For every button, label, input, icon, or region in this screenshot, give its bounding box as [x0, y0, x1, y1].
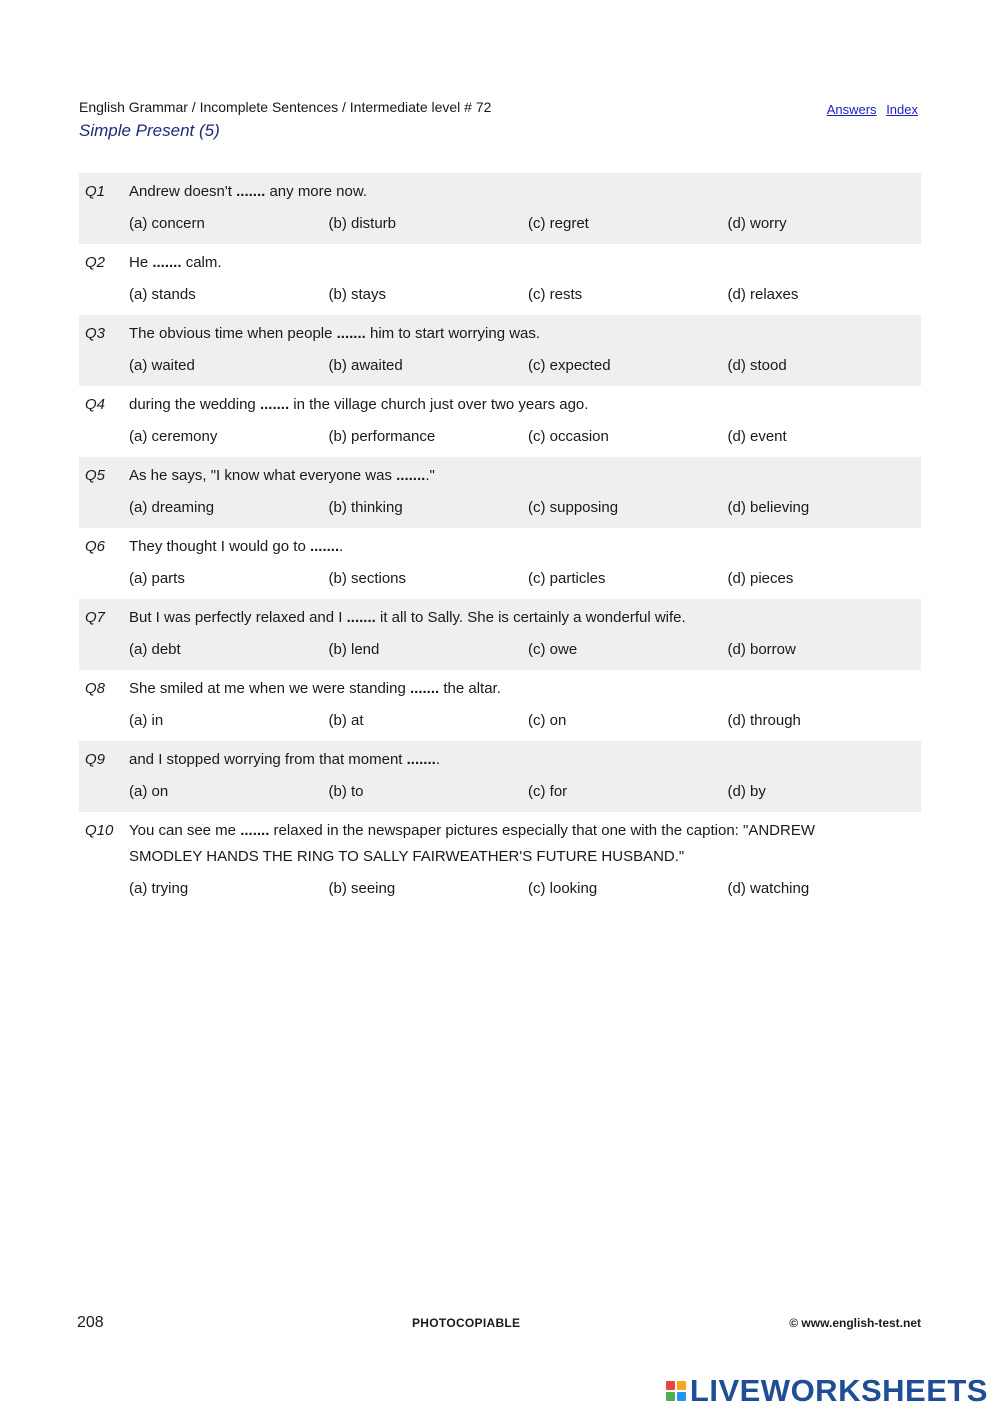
question-text-before: during the wedding [129, 396, 260, 413]
question-text [129, 179, 921, 205]
answer-blank[interactable]: ....... [259, 396, 290, 413]
question-number: Q10 [85, 822, 114, 839]
answer-option[interactable]: (a) in [129, 712, 164, 729]
question-text-after: relaxed in the newspaper pictures especially that one with the caption: "ANDREW SMODLEY HANDS THE RING TO SALLY FAIRWEATHER'S FUTURE HUSBAND." [129, 822, 815, 865]
question-stem [79, 179, 921, 205]
question-stem [79, 534, 921, 560]
question-text-before: As he says, "I know what everyone was [129, 467, 397, 484]
question-text-after: him to start worrying was. [365, 325, 541, 342]
answer-option[interactable]: (c) looking [528, 880, 598, 897]
question-stem [79, 747, 921, 773]
question-text-after: . [339, 538, 344, 555]
answer-options [129, 779, 921, 805]
top-links [821, 102, 918, 117]
breadcrumb: English Grammar / Incomplete Sentences / Intermediate level # 72 [79, 99, 492, 115]
question-number: Q5 [85, 467, 106, 484]
question-text [129, 676, 921, 702]
question-stem [79, 605, 921, 631]
question-stem [79, 321, 921, 347]
answer-options [129, 353, 921, 379]
answer-option[interactable]: (b) at [328, 712, 364, 729]
page-title: Simple Present (5) [79, 121, 220, 140]
question-text [129, 747, 921, 773]
question-text-before: You can see me [129, 822, 241, 839]
answer-option[interactable]: (a) waited [129, 357, 195, 374]
question-number: Q6 [85, 538, 106, 555]
answer-option[interactable]: (d) borrow [727, 641, 796, 658]
answer-blank[interactable]: ....... [336, 325, 366, 342]
question-number: Q1 [85, 183, 106, 200]
question-row [79, 386, 921, 457]
question-list [79, 173, 921, 909]
answer-option[interactable]: (c) occasion [528, 428, 609, 445]
question-number: Q4 [85, 396, 106, 413]
question-text-after: calm. [181, 254, 222, 271]
logo-square [677, 1381, 686, 1390]
question-text [129, 818, 921, 870]
answer-option[interactable]: (c) particles [528, 570, 606, 587]
question-stem [79, 818, 921, 870]
answer-option[interactable]: (a) parts [129, 570, 185, 587]
photocopiable-label: PHOTOCOPIABLE [412, 1316, 521, 1330]
answer-option[interactable]: (b) awaited [328, 357, 403, 374]
answer-option[interactable]: (c) owe [528, 641, 578, 658]
answer-option[interactable]: (c) on [528, 712, 567, 729]
answer-options [129, 566, 921, 592]
answer-option[interactable]: (d) relaxes [727, 286, 799, 303]
answer-blank[interactable]: ....... [406, 751, 436, 768]
question-row [79, 315, 921, 386]
page-number: 208 [77, 1314, 104, 1331]
answer-option[interactable]: (b) thinking [328, 499, 403, 516]
question-text-after: . [435, 751, 440, 768]
question-text-after: it all to Sally. She is certainly a wonderful wife. [375, 609, 686, 626]
logo-square [666, 1392, 675, 1401]
question-stem [79, 392, 921, 418]
question-text-after: the altar. [439, 680, 501, 697]
answer-blank[interactable]: ....... [236, 183, 266, 200]
answer-option[interactable]: (b) sections [328, 570, 407, 587]
question-text [129, 250, 921, 276]
question-row [79, 528, 921, 599]
question-number: Q8 [85, 680, 106, 697]
answer-options [129, 495, 921, 521]
question-row [79, 244, 921, 315]
answer-option[interactable]: (c) expected [528, 357, 611, 374]
question-text [129, 463, 921, 489]
answer-option[interactable]: (a) ceremony [129, 428, 218, 445]
question-text-before: She smiled at me when we were standing [129, 680, 410, 697]
question-text [129, 534, 921, 560]
question-row [79, 599, 921, 670]
liveworksheets-logo [666, 1373, 988, 1409]
answer-options [129, 424, 921, 450]
answer-option[interactable]: (c) rests [528, 286, 583, 303]
answer-options [129, 637, 921, 663]
liveworksheets-logo-text: LIVEWORKSHEETS [689, 1373, 988, 1408]
question-text [129, 392, 921, 418]
answer-blank[interactable]: ....... [240, 822, 270, 839]
answer-option[interactable]: (d) by [727, 783, 766, 800]
answer-option[interactable]: (b) performance [328, 428, 436, 445]
question-stem [79, 676, 921, 702]
answer-option[interactable]: (c) for [528, 783, 568, 800]
answer-option[interactable]: (c) regret [528, 215, 589, 232]
answer-option[interactable]: (d) through [727, 712, 801, 729]
question-stem [79, 463, 921, 489]
question-number: Q3 [85, 325, 106, 342]
answer-option[interactable]: (d) event [727, 428, 787, 445]
logo-square [666, 1381, 675, 1390]
answers-link[interactable]: Answers [826, 102, 877, 117]
question-text-before: But I was perfectly relaxed and I [129, 609, 347, 626]
answer-blank[interactable]: ....... [346, 609, 376, 626]
question-text-before: They thought I would go to [129, 538, 310, 555]
answer-option[interactable]: (a) debt [129, 641, 181, 658]
copyright-text: © www.english-test.net [789, 1316, 921, 1330]
answer-option[interactable]: (b) seeing [328, 880, 396, 897]
question-row [79, 670, 921, 741]
question-row [79, 741, 921, 812]
answer-option[interactable]: (d) believing [727, 499, 810, 516]
question-row [79, 457, 921, 528]
question-text-after: any more now. [265, 183, 368, 200]
answer-blank[interactable]: ....... [409, 680, 440, 697]
answer-options [129, 282, 921, 308]
question-number: Q2 [85, 254, 106, 271]
question-text [129, 321, 921, 347]
question-text-before: and I stopped worrying from that moment [129, 751, 407, 768]
answer-option[interactable]: (d) stood [727, 357, 787, 374]
answer-option[interactable]: (a) stands [129, 286, 196, 303]
logo-square [677, 1392, 686, 1401]
answer-option[interactable]: (b) stays [328, 286, 387, 303]
answer-option[interactable]: (d) worry [727, 215, 787, 232]
question-text-after: ." [425, 467, 435, 484]
answer-options [129, 876, 921, 902]
answer-blank[interactable]: ....... [396, 467, 426, 484]
question-text-after: in the village church just over two years ago. [289, 396, 589, 413]
answer-option[interactable]: (a) trying [129, 880, 189, 897]
question-text-before: The obvious time when people [129, 325, 337, 342]
question-text-before: He [129, 254, 153, 271]
answer-option[interactable]: (b) to [328, 783, 364, 800]
index-link[interactable]: Index [886, 102, 918, 117]
answer-option[interactable]: (b) lend [328, 641, 380, 658]
answer-option[interactable]: (a) dreaming [129, 499, 215, 516]
answer-blank[interactable]: ....... [152, 254, 182, 271]
question-text-before: Andrew doesn't [129, 183, 237, 200]
question-stem [79, 250, 921, 276]
answer-blank[interactable]: ....... [309, 538, 340, 555]
liveworksheets-logo-icon [666, 1381, 686, 1401]
question-row [79, 812, 921, 909]
question-number: Q9 [85, 751, 106, 768]
answer-option[interactable]: (d) pieces [727, 570, 794, 587]
answer-option[interactable]: (a) concern [129, 215, 205, 232]
question-number: Q7 [85, 609, 106, 626]
answer-options [129, 211, 921, 237]
answer-option[interactable]: (d) watching [727, 880, 810, 897]
answer-option[interactable]: (b) disturb [328, 215, 397, 232]
answer-options [129, 708, 921, 734]
answer-option[interactable]: (c) supposing [528, 499, 619, 516]
question-text [129, 605, 921, 631]
answer-option[interactable]: (a) on [129, 783, 169, 800]
question-row [79, 173, 921, 244]
